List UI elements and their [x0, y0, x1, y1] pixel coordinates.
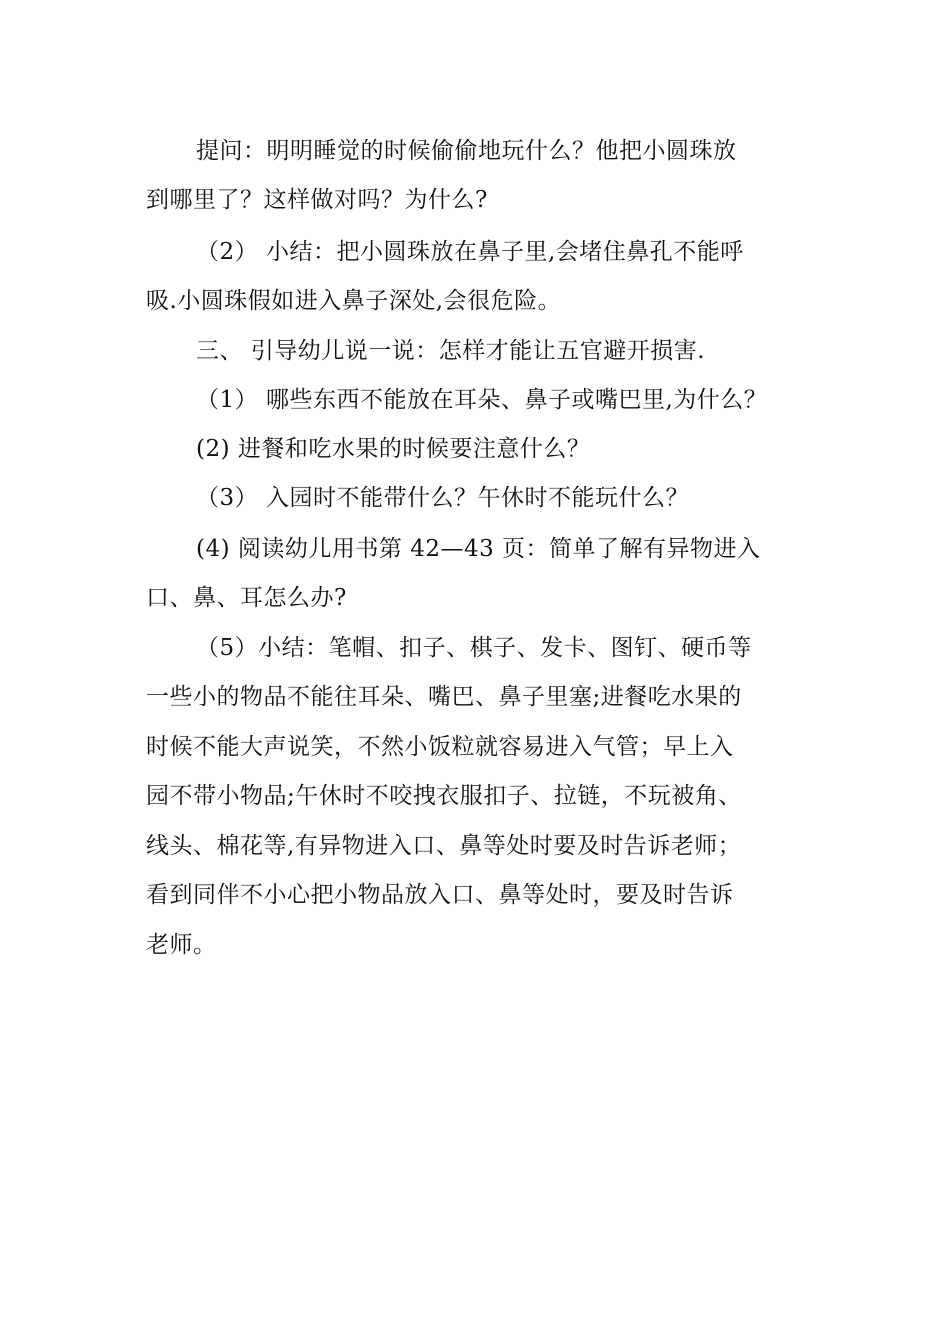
paragraph-line: 时候不能大声说笑，不然小饭粒就容易进入气管；早上入 — [146, 734, 734, 760]
paragraph-line: 提问：明明睡觉的时候偷偷地玩什么？他把小圆珠放 — [196, 138, 737, 164]
paragraph-line: 看到同伴不小心把小物品放入口、鼻等处时，要及时告诉 — [146, 882, 734, 908]
paragraph-line: 老师。 — [146, 932, 217, 958]
list-item: （5）小结：笔帽、扣子、棋子、发卡、图钉、硬币等 — [196, 635, 752, 661]
list-item: (4) 阅读幼儿用书第 42—43 页：简单了解有异物进入 — [196, 536, 761, 562]
paragraph-line: 一些小的物品不能往耳朵、嘴巴、鼻子里塞;进餐吃水果的 — [146, 684, 742, 710]
list-item: （3） 入园时不能带什么？午休时不能玩什么？ — [196, 485, 689, 511]
section-heading: 三、 引导幼儿说一说：怎样才能让五官避开损害. — [196, 338, 706, 364]
paragraph-line: 口、鼻、耳怎么办? — [146, 585, 347, 611]
paragraph-line: 园不带小物品;午休时不咬拽衣服扣子、拉链，不玩被角、 — [146, 783, 742, 809]
list-item: （1） 哪些东西不能放在耳朵、鼻子或嘴巴里,为什么？ — [196, 387, 768, 413]
paragraph-line: 到哪里了？这样做对吗？为什么? — [146, 187, 488, 213]
paragraph-line: 吸.小圆珠假如进入鼻子深处,会很危险。 — [146, 288, 562, 314]
paragraph-line: 线头、棉花等,有异物进入口、鼻等处时要及时告诉老师； — [146, 833, 742, 859]
list-item: (2) 进餐和吃水果的时候要注意什么？ — [196, 436, 591, 462]
paragraph-line: （2） 小结：把小圆珠放在鼻子里,会堵住鼻孔不能呼 — [196, 239, 744, 265]
